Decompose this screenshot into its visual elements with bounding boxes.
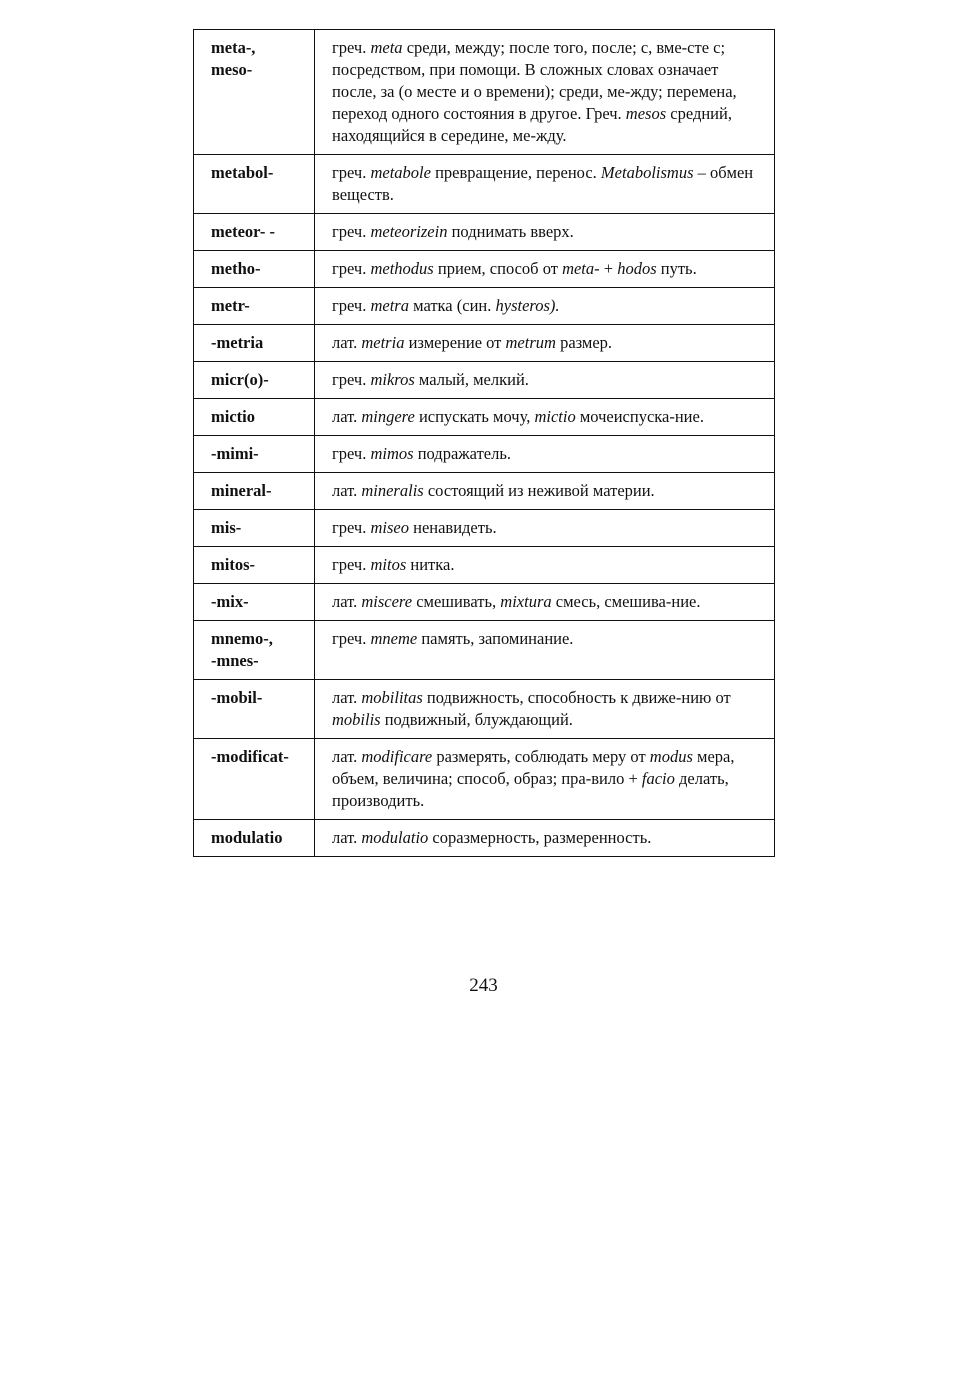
definition-segment: поднимать вверх. — [447, 222, 574, 241]
term-cell — [194, 510, 315, 547]
definition-italic-segment: metabole — [370, 163, 431, 182]
term-text: meteor- - — [211, 222, 275, 241]
term-text: -mobil- — [211, 688, 263, 707]
definition-segment: мера, объем, величина; способ, образ; пра-вило + — [332, 747, 735, 788]
definition-segment: лат. — [332, 333, 362, 352]
definition-segment: матка (син. — [408, 296, 496, 315]
definition-cell — [315, 473, 775, 510]
glossary-table — [193, 29, 775, 857]
term-text: metr- — [211, 296, 250, 315]
definition-segment: путь. — [656, 259, 697, 278]
table-row — [194, 30, 775, 155]
term-text: -modificat- — [211, 747, 289, 766]
definition-italic-segment: mimos — [370, 444, 414, 463]
table-row — [194, 547, 775, 584]
definition-segment: делать, производить. — [332, 769, 729, 810]
term-cell — [194, 547, 315, 584]
table-row — [194, 155, 775, 214]
definition-italic-segment: meta- — [562, 259, 600, 278]
definition-segment: лат. — [332, 747, 362, 766]
definition-italic-segment: miscere — [361, 592, 413, 611]
page-number: 243 — [469, 975, 498, 996]
glossary-rows — [194, 30, 775, 857]
definition-segment: соразмерность, размеренность. — [428, 828, 652, 847]
definition-segment: греч. — [332, 296, 371, 315]
definition-segment: лат. — [332, 688, 362, 707]
definition-segment: размерять, соблюдать меру от — [432, 747, 650, 766]
term-cell — [194, 584, 315, 621]
definition-italic-segment: mineralis — [361, 481, 424, 500]
definition-segment: прием, способ от — [433, 259, 563, 278]
definition-italic-segment: modulatio — [361, 828, 429, 847]
term-text: metabol- — [211, 163, 274, 182]
definition-cell — [315, 820, 775, 857]
definition-cell — [315, 251, 775, 288]
definition-cell — [315, 680, 775, 739]
term-text: mnemo-, — [211, 629, 273, 648]
term-text: modulatio — [211, 828, 283, 847]
definition-cell — [315, 399, 775, 436]
definition-segment: лат. — [332, 592, 362, 611]
definition-italic-segment: mitos — [370, 555, 407, 574]
definition-segment: + — [599, 259, 618, 278]
term-text: mis- — [211, 518, 242, 537]
definition-italic-segment: hodos — [617, 259, 657, 278]
term-text: metho- — [211, 259, 261, 278]
term-text: -mimi- — [211, 444, 259, 463]
term-cell — [194, 251, 315, 288]
definition-segment: смесь, смешива-ние. — [551, 592, 701, 611]
definition-segment: смешивать, — [412, 592, 501, 611]
definition-italic-segment: modus — [649, 747, 693, 766]
term-cell — [194, 739, 315, 820]
definition-italic-segment: methodus — [370, 259, 434, 278]
table-row — [194, 436, 775, 473]
definition-cell — [315, 155, 775, 214]
definition-cell — [315, 584, 775, 621]
table-row — [194, 251, 775, 288]
table-row — [194, 739, 775, 820]
table-row — [194, 584, 775, 621]
definition-cell — [315, 325, 775, 362]
definition-segment: память, запоминание. — [417, 629, 574, 648]
term-text: mineral- — [211, 481, 272, 500]
definition-italic-segment: mikros — [370, 370, 415, 389]
definition-cell — [315, 214, 775, 251]
definition-italic-segment: mobilitas — [361, 688, 423, 707]
definition-segment: подвижный, блуждающий. — [380, 710, 573, 729]
term-text: micr(o)- — [211, 370, 269, 389]
table-row — [194, 680, 775, 739]
term-cell — [194, 680, 315, 739]
definition-segment: малый, мелкий. — [414, 370, 529, 389]
definition-italic-segment: miseo — [370, 518, 409, 537]
definition-italic-segment: mneme — [370, 629, 418, 648]
definition-segment: греч. — [332, 629, 371, 648]
definition-cell — [315, 30, 775, 155]
definition-segment: измерение от — [404, 333, 506, 352]
definition-italic-segment: meteorizein — [370, 222, 448, 241]
table-row — [194, 325, 775, 362]
definition-segment: – обмен веществ. — [332, 163, 754, 204]
term-text: -metria — [211, 333, 264, 352]
term-cell — [194, 214, 315, 251]
term-cell — [194, 436, 315, 473]
term-text: mictio — [211, 407, 255, 426]
table-row — [194, 510, 775, 547]
definition-italic-segment: mictio — [534, 407, 576, 426]
table-row — [194, 214, 775, 251]
definition-segment: испускать мочу, — [414, 407, 535, 426]
definition-cell — [315, 547, 775, 584]
definition-segment: греч. — [332, 370, 371, 389]
term-cell — [194, 621, 315, 680]
definition-segment: средний, находящийся в середине, ме-жду. — [332, 104, 732, 145]
table-row — [194, 473, 775, 510]
term-text: mitos- — [211, 555, 255, 574]
definition-segment: среди, между; после того, после; с, вме-сте с; посредством, при помощи. В сложных словах означает после, за (о месте и о времени); среди, ме-жду; перемена, переход одного состояния в другое. Греч. — [332, 38, 737, 123]
table-row — [194, 362, 775, 399]
table-row — [194, 288, 775, 325]
definition-segment: состоящий из неживой материи. — [423, 481, 655, 500]
definition-segment: греч. — [332, 163, 371, 182]
term-cell — [194, 473, 315, 510]
term-text: meso- — [211, 60, 253, 79]
definition-segment: превращение, перенос. — [430, 163, 601, 182]
term-cell — [194, 288, 315, 325]
definition-segment: лат. — [332, 407, 362, 426]
definition-italic-segment: facio — [641, 769, 675, 788]
definition-segment: размер. — [555, 333, 613, 352]
definition-segment: лат. — [332, 828, 362, 847]
definition-segment: подражатель. — [413, 444, 511, 463]
definition-segment: ненавидеть. — [408, 518, 497, 537]
definition-cell — [315, 436, 775, 473]
definition-italic-segment: Metabolismus — [600, 163, 694, 182]
term-text: meta-, — [211, 38, 256, 57]
term-cell — [194, 30, 315, 155]
definition-cell — [315, 510, 775, 547]
definition-cell — [315, 362, 775, 399]
definition-italic-segment: meta — [370, 38, 403, 57]
term-cell — [194, 155, 315, 214]
definition-segment: подвижность, способность к движе-нию от — [422, 688, 731, 707]
definition-italic-segment: mesos — [625, 104, 667, 123]
term-text: -mix- — [211, 592, 249, 611]
term-cell — [194, 325, 315, 362]
term-cell — [194, 399, 315, 436]
definition-italic-segment: mobilis — [332, 710, 381, 729]
definition-segment: греч. — [332, 518, 371, 537]
term-text: -mnes- — [211, 651, 259, 670]
definition-italic-segment: metra — [370, 296, 409, 315]
definition-segment: нитка. — [406, 555, 455, 574]
definition-italic-segment: metrum — [505, 333, 556, 352]
definition-italic-segment: modificare — [361, 747, 433, 766]
definition-segment: лат. — [332, 481, 362, 500]
definition-segment: мочеиспуска-ние. — [575, 407, 704, 426]
definition-segment: греч. — [332, 444, 371, 463]
definition-cell — [315, 288, 775, 325]
definition-italic-segment: mingere — [361, 407, 415, 426]
term-cell — [194, 362, 315, 399]
definition-segment: греч. — [332, 259, 371, 278]
definition-italic-segment: hysteros). — [495, 296, 560, 315]
definition-segment: греч. — [332, 222, 371, 241]
table-row — [194, 399, 775, 436]
definition-cell — [315, 739, 775, 820]
definition-segment: греч. — [332, 38, 371, 57]
term-cell — [194, 820, 315, 857]
definition-italic-segment: mixtura — [500, 592, 552, 611]
definition-italic-segment: metria — [361, 333, 405, 352]
table-row — [194, 621, 775, 680]
definition-cell — [315, 621, 775, 680]
table-row — [194, 820, 775, 857]
definition-segment: греч. — [332, 555, 371, 574]
